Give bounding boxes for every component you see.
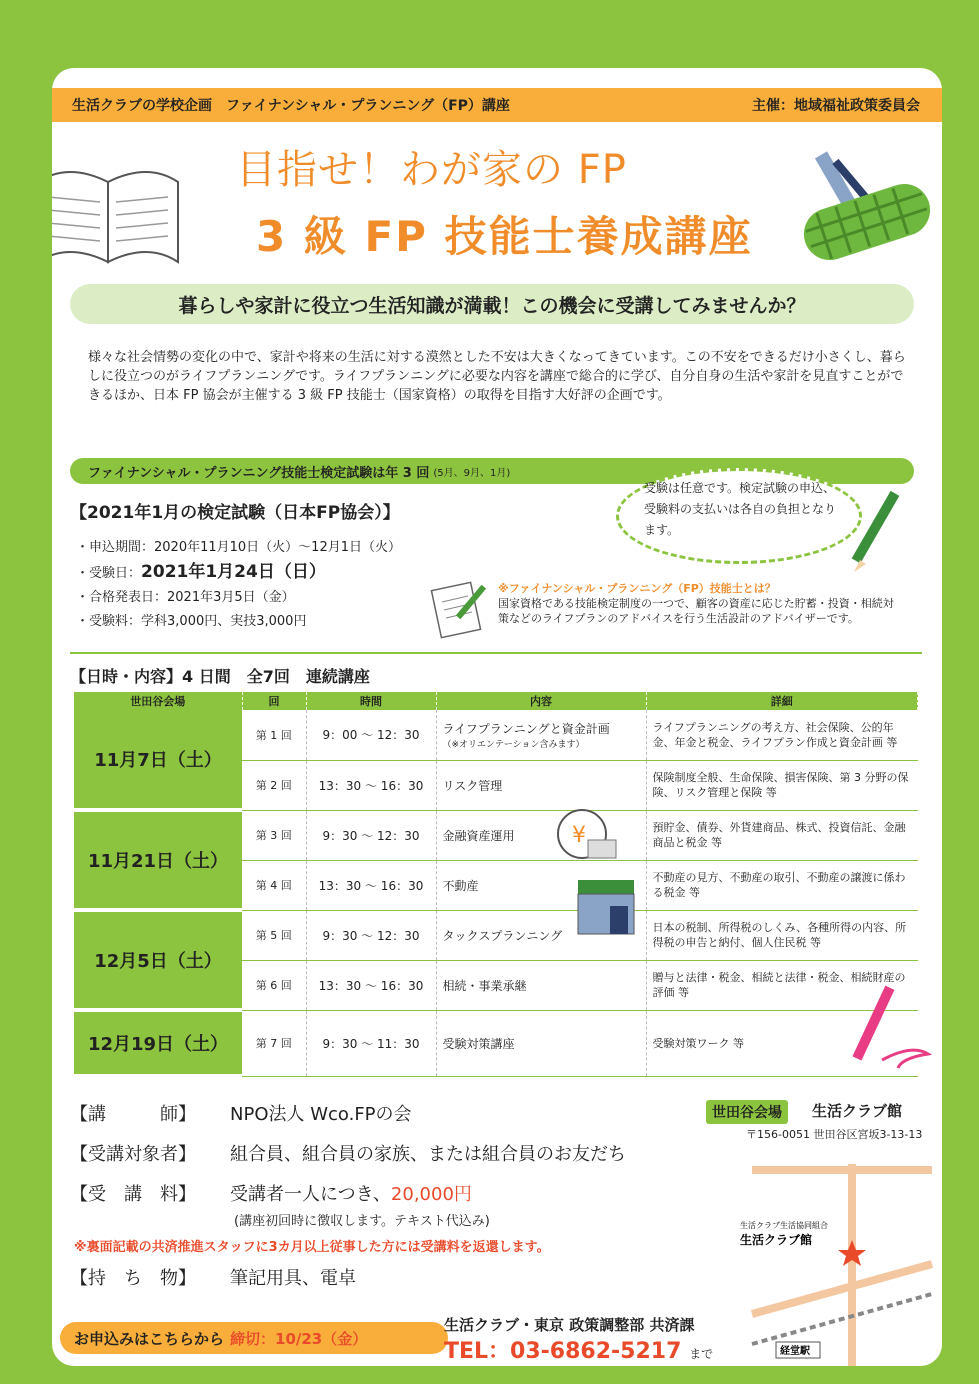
session-time: 9：30 〜 11：30 bbox=[306, 1010, 436, 1076]
session-num: 第 6 回 bbox=[242, 960, 306, 1010]
session-detail: 受験対策ワーク 等 bbox=[646, 1010, 918, 1076]
session-time: 9：30 〜 12：30 bbox=[306, 810, 436, 860]
day-cell: 12月19日（土） bbox=[74, 1010, 242, 1076]
building-icon bbox=[574, 876, 638, 936]
day-cell: 12月5日（土） bbox=[74, 910, 242, 1010]
exam-day-label: 受験日： bbox=[89, 566, 142, 581]
target-label: 【受講対象者】 bbox=[70, 1144, 196, 1165]
fee-label: 【受 講 料】 bbox=[70, 1184, 196, 1205]
table-row bbox=[74, 710, 918, 760]
header-left: 生活クラブの学校企画 ファイナンシャル・プランニング（FP）講座 bbox=[72, 98, 510, 114]
pink-pencil-icon bbox=[842, 984, 932, 1074]
exam-day-item bbox=[76, 560, 401, 586]
target-row bbox=[70, 1140, 626, 1166]
col-num: 回 bbox=[242, 692, 306, 710]
col-venue: 世田谷会場 bbox=[74, 692, 242, 710]
lead-banner: 暮らしや家計に役立つ生活知識が満載！この機会に受講してみませんか？ bbox=[70, 284, 914, 324]
day-cell: 11月21日（土） bbox=[74, 810, 242, 910]
lecturer-label: 【講 師】 bbox=[70, 1104, 196, 1125]
items-label: 【持 ち 物】 bbox=[70, 1268, 196, 1289]
col-time: 時間 bbox=[306, 692, 436, 710]
session-num: 第 2 回 bbox=[242, 760, 306, 810]
green-pencil-icon bbox=[844, 488, 904, 578]
session-detail: 保険制度全般、生命保険、損害保険、第 3 分野の保険、リスク管理と保険 等 bbox=[646, 760, 918, 810]
exam-day: 2021年1月24日（日） bbox=[141, 562, 326, 582]
schedule-table bbox=[74, 692, 918, 1078]
station-label: 経堂駅 bbox=[780, 1346, 810, 1357]
col-detail: 詳細 bbox=[646, 692, 918, 710]
header-bar bbox=[52, 88, 942, 122]
items-row bbox=[70, 1264, 356, 1290]
session-num: 第 7 回 bbox=[242, 1010, 306, 1076]
bubble-text: 受験は任意です。検定試験の申込、受験料の支払いは各自の負担となります。 bbox=[644, 481, 837, 537]
session-detail: 預貯金、債券、外貨建商品、株式、投資信託、金融商品と税金 等 bbox=[646, 810, 918, 860]
session-time: 13：30 〜 16：30 bbox=[306, 960, 436, 1010]
apply-deadline: 締切：10/23（金） bbox=[230, 1329, 368, 1348]
book-illustration bbox=[52, 142, 192, 272]
col-content: 内容 bbox=[436, 692, 646, 710]
session-content-cell bbox=[436, 710, 646, 760]
session-time: 9：30 〜 12：30 bbox=[306, 910, 436, 960]
lecturer-row bbox=[70, 1100, 412, 1126]
apply-label: お申込みはこちらから bbox=[74, 1329, 225, 1348]
fp-note-title: ※ファイナンシャル・プランニング（FP）技能士とは？ bbox=[498, 582, 776, 595]
session-detail: 日本の税制、所得税のしくみ、各種所得の内容、所得税の申告と納付、個人住民税 等 bbox=[646, 910, 918, 960]
map-label-hall: 生活クラブ館 bbox=[740, 1233, 813, 1247]
fee-value: 20,000円 bbox=[390, 1184, 472, 1205]
intro-text: 様々な社会情勢の変化の中で、家計や将来の生活に対する漠然とした不安は大きくなってきています。この不安をできるだけ小さくし、暮らしに役立つのがライフプランニングです。ライフプランニングに必要な内容を講座で総合的に学び、自分自身の生活や家計を見直すことができるほか、日本 FP 協会が主催する 3 級 FP 技能士（国家資格）の取得を目指す大好評の企画です。 bbox=[88, 350, 906, 403]
session-detail: 不動産の見方、不動産の取引、不動産の譲渡に係わる税金 等 bbox=[646, 860, 918, 910]
fee-prefix: 受講者一人につき、 bbox=[230, 1184, 391, 1205]
divider bbox=[70, 652, 922, 654]
schedule-heading: 【日時・内容】4 日間 全7回 連続講座 bbox=[70, 667, 370, 686]
session-num: 第 5 回 bbox=[242, 910, 306, 960]
target-value: 組合員、組合員の家族、または組合員のお友だち bbox=[230, 1144, 626, 1165]
fee-row bbox=[70, 1180, 472, 1206]
schedule-header-row bbox=[74, 692, 918, 710]
venue-address: 〒156-0051 世田谷区宮坂3-13-13 bbox=[746, 1128, 923, 1141]
exam-list bbox=[76, 536, 401, 634]
session-time: 13：30 〜 16：30 bbox=[306, 760, 436, 810]
money-bag-icon bbox=[552, 792, 618, 862]
venue-map bbox=[732, 1144, 942, 1366]
exam-fee: ・ 受験料：学科3,000円、実技3,000円 bbox=[76, 610, 401, 634]
items-value: 筆記用具、電卓 bbox=[230, 1268, 356, 1289]
session-detail: ライフプランニングの考え方、社会保険、公的年金、年金と税金、ライフプラン作成と資金計画 等 bbox=[646, 710, 918, 760]
venue-badge: 世田谷会場 bbox=[706, 1100, 788, 1124]
session-num: 第 1 回 bbox=[242, 710, 306, 760]
exam-result: ・ 合格発表日：2021年3月5日（金） bbox=[76, 586, 401, 610]
session-content: 不動産 bbox=[436, 860, 646, 910]
apply-button[interactable] bbox=[60, 1322, 448, 1354]
session-sub: （※オリエンテーション含みます） bbox=[442, 739, 585, 750]
session-time: 13：30 〜 16：30 bbox=[306, 860, 436, 910]
title-line1: 目指せ！わが家の FP bbox=[236, 147, 627, 193]
tel-suffix: まで bbox=[689, 1347, 714, 1361]
lecturer-value: NPO法人 Wco.FPの会 bbox=[230, 1104, 412, 1125]
session-time: 9：00 〜 12：30 bbox=[306, 710, 436, 760]
tel-number: TEL：03-6862-5217 bbox=[444, 1339, 682, 1364]
table-row bbox=[74, 910, 918, 960]
notepad-icon bbox=[430, 578, 494, 640]
session-content: タックスプランニング bbox=[436, 910, 646, 960]
exam-bar-note: (5月、9月、1月) bbox=[433, 467, 511, 479]
flyer-card bbox=[52, 68, 942, 1366]
fp-note-body: 国家資格である技能検定制度の一つで、顧客の資産に応じた貯蓄・投資・相続対策などのライフプランのアドバイスを行う生活設計のアドバイザーです。 bbox=[498, 597, 894, 625]
pencil-case-illustration bbox=[792, 146, 938, 266]
contact-org: 生活クラブ・東京 政策調整部 共済課 bbox=[444, 1316, 695, 1334]
session-content: リスク管理 bbox=[436, 760, 646, 810]
refund-note: ※裏面記載の共済推進スタッフに3カ月以上従事した方には受講料を返還します。 bbox=[74, 1240, 550, 1255]
exam-bar-text: ファイナンシャル・プランニング技能士検定試験は年 3 回 bbox=[88, 465, 430, 481]
venue-name: 生活クラブ館 bbox=[812, 1102, 903, 1120]
session-num: 第 4 回 bbox=[242, 860, 306, 910]
title-line2: 3 級 FP 技能士養成講座 bbox=[256, 212, 753, 261]
table-row bbox=[74, 810, 918, 860]
table-row bbox=[74, 1010, 918, 1076]
session-num: 第 3 回 bbox=[242, 810, 306, 860]
session-content: ライフプランニングと資金計画 bbox=[442, 721, 610, 736]
map-label-coop: 生活クラブ生活協同組合 bbox=[740, 1221, 828, 1230]
exam-apply-period: ・ 申込期間：2020年11月10日（火）〜12月1日（火） bbox=[76, 536, 401, 560]
day-cell: 11月7日（土） bbox=[74, 710, 242, 810]
svg-text:¥: ¥ bbox=[572, 823, 586, 848]
contact-tel[interactable] bbox=[444, 1334, 713, 1365]
exam-heading: 【2021年1月の検定試験（日本FP協会）】 bbox=[70, 503, 400, 523]
session-detail: 贈与と法律・税金、相続と法律・税金、相続財産の評価 等 bbox=[646, 960, 918, 1010]
session-content: 金融資産運用 bbox=[436, 810, 646, 860]
session-content: 受験対策講座 bbox=[436, 1010, 646, 1076]
header-right: 主催：地域福祉政策委員会 bbox=[752, 98, 920, 114]
session-content: 相続・事業承継 bbox=[436, 960, 646, 1010]
fee-note: (講座初回時に徴収します。テキスト代込み) bbox=[234, 1214, 490, 1229]
